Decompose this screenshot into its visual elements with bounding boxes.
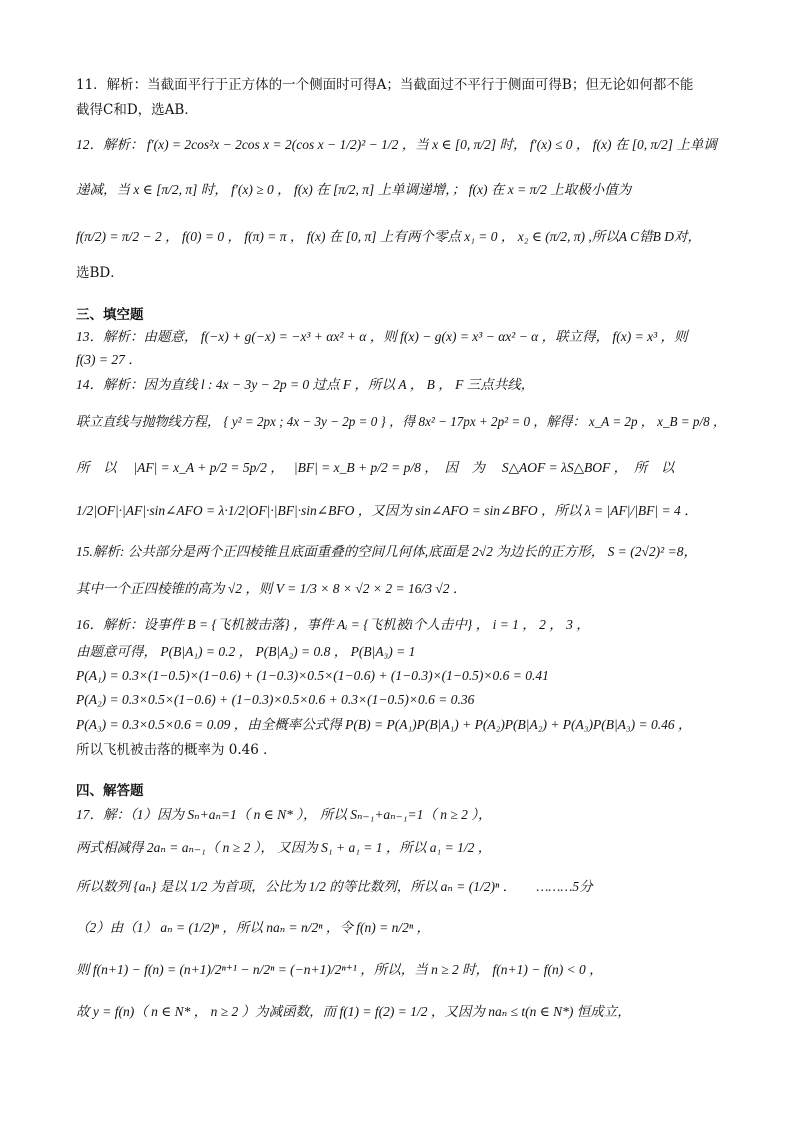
q17-line-2: 两式相减得 2aₙ = aₙ₋₁（ n ≥ 2 ）， 又因为 S₁ + a₁ = 1 ，所以 a₁ = 1/2 ， [76,840,492,855]
q12-line-4: 选BD． [76,265,124,281]
q14-line-1: 14．解析：因为直线 l : 4x − 3y − 2p = 0 过点 F ，所以 A ， B ， F 三点共线， [76,377,535,392]
q17-line-6: 故 y = f(n)（ n ∈ N* ， n ≥ 2 ）为减函数，而 f(1) = f(2) = 1/2 ，又因为 naₙ ≤ t(n ∈ N*) 恒成立， [76,1004,631,1019]
section-fill-in: 三、填空题 [76,307,144,323]
q17-line-4: （2）由（1） aₙ = (1/2)ⁿ ，所以 naₙ = n/2ⁿ ，令 f(n) = n/2ⁿ ， [76,920,431,935]
q14-line-4: 1/2|OF|·|AF|·sin∠AFO = λ·1/2|OF|·|BF|·sin∠BFO ，又因为 sin∠AFO = sin∠BFO ，所以 λ = |AF|/|BF| = 4 ． [76,503,698,518]
q16-line-3: P(A₁) = 0.3×(1−0.5)×(1−0.6) + (1−0.3)×0.5×(1−0.6) + (1−0.3)×(1−0.5)×0.6 = 0.41 [76,668,549,683]
q13-line-1: 13．解析：由题意， f(−x) + g(−x) = −x³ + αx² + α ，则 f(x) − g(x) = x³ − αx² − α ，联立得， f(x) = x³ ，则 [76,329,688,344]
q14-line-2: 联立直线与抛物线方程， { y² = 2px ; 4x − 3y − 2p = 0 } ，得 8x² − 17px + 2p² = 0 ，解得： x_A = 2p ， x_B = p/8 ， [76,414,727,429]
q17-line-5: 则 f(n+1) − f(n) = (n+1)/2ⁿ⁺¹ − n/2ⁿ = (−n+1)/2ⁿ⁺¹ ，所以，当 n ≥ 2 时， f(n+1) − f(n) < 0 ， [76,962,603,977]
section-answers: 四、解答题 [76,783,144,799]
q12-line-3: f(π/2) = π/2 − 2 ， f(0) = 0 ， f(π) = π ， f(x) 在 [0, π] 上有两个零点 x₁ = 0 ， x₂ ∈ (π/2, π) ,所以A C错B D对， [76,229,701,244]
q16-line-5: P(A₃) = 0.3×0.5×0.6 = 0.09 ，由全概率公式得 P(B) = P(A₁)P(B|A₁) + P(A₂)P(B|A₂) + P(A₃)P(B|A₃) = 0.46 ， [76,717,692,732]
q12-line-2: 递减，当 x ∈ [π/2, π] 时， f′(x) ≥ 0 ， f(x) 在 [π/2, π] 上单调递增，； f(x) 在 x = π/2 上取极小值为 [76,182,632,197]
q16-line-4: P(A₂) = 0.3×0.5×(1−0.6) + (1−0.3)×0.5×0.6 + 0.3×(1−0.5)×0.6 = 0.36 [76,692,475,707]
q16-line-6: 所以飞机被击落的概率为 0.46 ． [76,742,277,758]
q13-line-2: f(3) = 27 ． [76,352,142,367]
q16-line-2: 由题意可得， P(B|A₁) = 0.2 ， P(B|A₂) = 0.8 ， P(B|A₃) = 1 [76,644,416,659]
q17-line-1: 17．解：（1）因为 Sₙ+aₙ=1（ n ∈ N* ）， 所以 Sₙ₋₁+aₙ₋₁=1（ n ≥ 2 ）， [76,807,492,822]
q15-line-2: 其中一个正四棱锥的高为 √2 ，则 V = 1/3 × 8 × √2 × 2 = 16/3 √2 ． [76,581,467,596]
q16-line-1: 16．解析：设事件 B = {飞机被击落} ，事件 Aᵢ = {飞机被i个人击中} ， i = 1 ， 2 ， 3 ， [76,617,590,632]
q11-line-2: 截得C和D，选AB． [76,102,198,118]
q17-line-3: 所以数列 {aₙ} 是以 1/2 为首项，公比为 1/2 的等比数列，所以 aₙ = (1/2)ⁿ ． ………5分 [76,879,593,894]
q11-line-1: 11．解析：当截面平行于正方体的一个侧面时可得A；当截面过不平行于侧面可得B；但无论如何都不能 [76,77,694,93]
q12-line-1: 12．解析： f′(x) = 2cos²x − 2cos x = 2(cos x − 1/2)² − 1/2 ，当 x ∈ [0, π/2] 时， f′(x) ≤ 0 ， f(x) 在 [0, π/2] 上单调 [76,137,717,152]
q14-line-3: 所 以 |AF| = x_A + p/2 = 5p/2 ， |BF| = x_B + p/2 = p/8 ， 因 为 S△AOF = λS△BOF ， 所 以 [76,460,675,475]
q15-line-1: 15.解析: 公共部分是两个正四棱锥且底面重叠的空间几何体,底面是 2√2 为边长的正方形， S = (2√2)² =8， [76,544,697,559]
